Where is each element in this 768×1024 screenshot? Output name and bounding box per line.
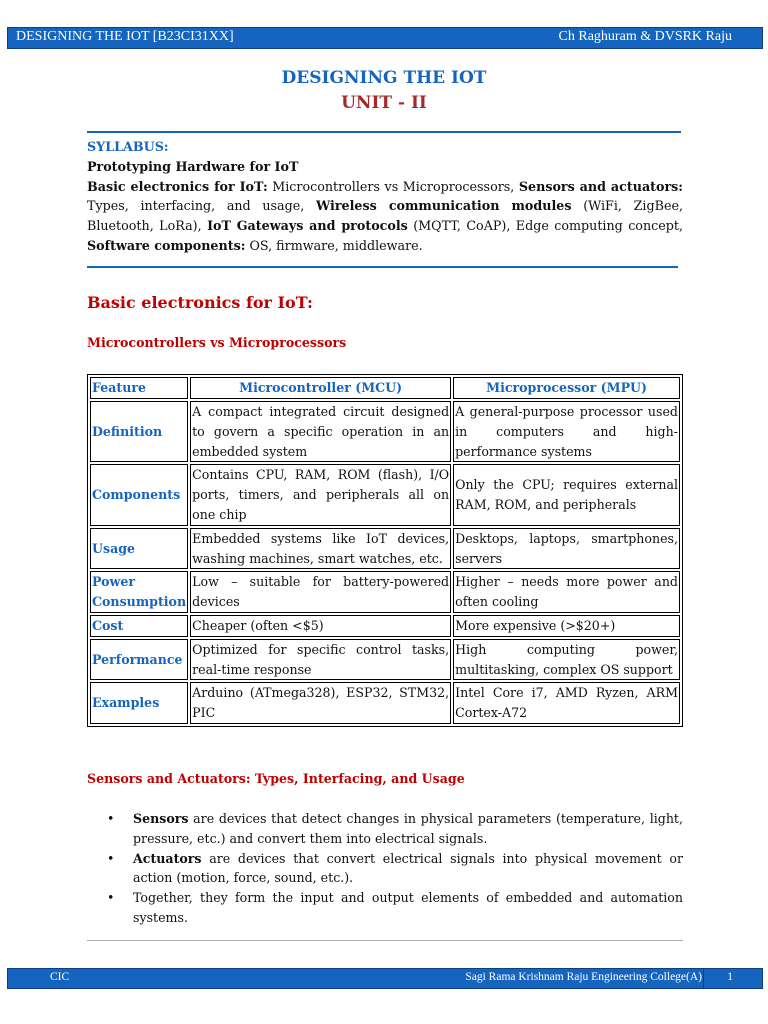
- divider-top: [87, 131, 681, 133]
- divider-middle: [87, 266, 678, 268]
- list-item: • Together, they form the input and output elements of embedded and automation systems.: [107, 890, 683, 925]
- author-names: Ch Raghuram & DVSRK Raju: [558, 29, 732, 44]
- syllabus-line-2: Types, interfacing, and usage, Wireless communication modules (WiFi, ZigBee,: [87, 198, 683, 214]
- table-row: [90, 682, 680, 724]
- table-row: [90, 528, 680, 570]
- feature-cell: Usage: [90, 528, 188, 570]
- mpu-cell: Higher – needs more power and often cooling: [453, 571, 680, 613]
- bullet-icon: •: [107, 890, 115, 906]
- footer-bar: [7, 968, 763, 989]
- table-row: [90, 464, 680, 525]
- footer-separator: [703, 969, 704, 988]
- syllabus-block: [87, 137, 683, 256]
- unit-title: UNIT - II: [341, 93, 427, 113]
- table-header-cell: Microcontroller (MCU): [190, 377, 451, 399]
- feature-cell: Components: [90, 464, 188, 525]
- bullet-icon: •: [107, 850, 115, 866]
- syllabus-line-3: Bluetooth, LoRa), IoT Gateways and protocols (MQTT, CoAP), Edge computing concept,: [87, 218, 683, 234]
- syllabus-line-4: Software components: OS, firmware, middleware.: [87, 237, 423, 253]
- footer-divider: [87, 940, 683, 941]
- course-code: DESIGNING THE IOT [B23CI31XX]: [16, 29, 234, 44]
- mpu-cell: A general-purpose processor used in computers and high-performance systems: [453, 401, 680, 462]
- sensors-heading: Sensors and Actuators: Types, Interfacing, and Usage: [87, 771, 465, 786]
- footer-college: Sagi Rama Krishnam Raju Engineering College(A): [465, 971, 702, 983]
- table-row: [90, 615, 680, 637]
- section-heading: Basic electronics for IoT:: [87, 293, 313, 312]
- list-item: • Actuators are devices that convert electrical signals into physical movement or action (motion, force, sound, etc.).: [107, 850, 683, 886]
- syllabus-line-1: Basic electronics for IoT: Microcontrollers vs Microprocessors, Sensors and actuators:: [87, 178, 683, 194]
- mpu-cell: High computing power, multitasking, complex OS support: [453, 639, 680, 681]
- header-bar: [7, 27, 763, 49]
- mcu-cell: Arduino (ATmega328), ESP32, STM32, PIC: [190, 682, 451, 724]
- table-header-cell: Feature: [90, 377, 188, 399]
- feature-cell: Examples: [90, 682, 188, 724]
- mcu-cell: Embedded systems like IoT devices, washing machines, smart watches, etc.: [190, 528, 451, 570]
- table-row: [90, 401, 680, 462]
- table-row: [90, 639, 680, 681]
- mpu-cell: Only the CPU; requires external RAM, ROM, and peripherals: [453, 464, 680, 525]
- page-number: 1: [727, 971, 733, 983]
- table-header-row: [90, 377, 680, 399]
- feature-cell: Power Consumption: [90, 571, 188, 613]
- list-item: • Sensors are devices that detect changes in physical parameters (temperature, light, pressure, etc.) and convert them into electrical signals.: [107, 811, 683, 846]
- syllabus-subheading: Prototyping Hardware for IoT: [87, 158, 299, 174]
- mcu-cell: A compact integrated circuit designed to govern a specific operation in an embedded system: [190, 401, 451, 462]
- bullet-icon: •: [107, 811, 115, 826]
- comparison-table: [87, 374, 683, 727]
- feature-cell: Definition: [90, 401, 188, 462]
- document-title: DESIGNING THE IOT: [281, 68, 487, 88]
- feature-cell: Performance: [90, 639, 188, 681]
- table-header-cell: Microprocessor (MPU): [453, 377, 680, 399]
- syllabus-heading: SYLLABUS:: [87, 139, 169, 154]
- mpu-cell: Desktops, laptops, smartphones, servers: [453, 528, 680, 570]
- footer-dept: CIC: [50, 971, 70, 983]
- mcu-cell: Low – suitable for battery-powered devices: [190, 571, 451, 613]
- mpu-cell: Intel Core i7, AMD Ryzen, ARM Cortex-A72: [453, 682, 680, 724]
- bullet-list: [87, 809, 683, 928]
- mcu-cell: Contains CPU, RAM, ROM (flash), I/O ports, timers, and peripherals all on one chip: [190, 464, 451, 525]
- mpu-cell: More expensive (>$20+): [453, 615, 680, 637]
- feature-cell: Cost: [90, 615, 188, 637]
- table-row: [90, 571, 680, 613]
- subsection-heading: Microcontrollers vs Microprocessors: [87, 335, 347, 350]
- mcu-cell: Optimized for specific control tasks, real-time response: [190, 639, 451, 681]
- mcu-cell: Cheaper (often <$5): [190, 615, 451, 637]
